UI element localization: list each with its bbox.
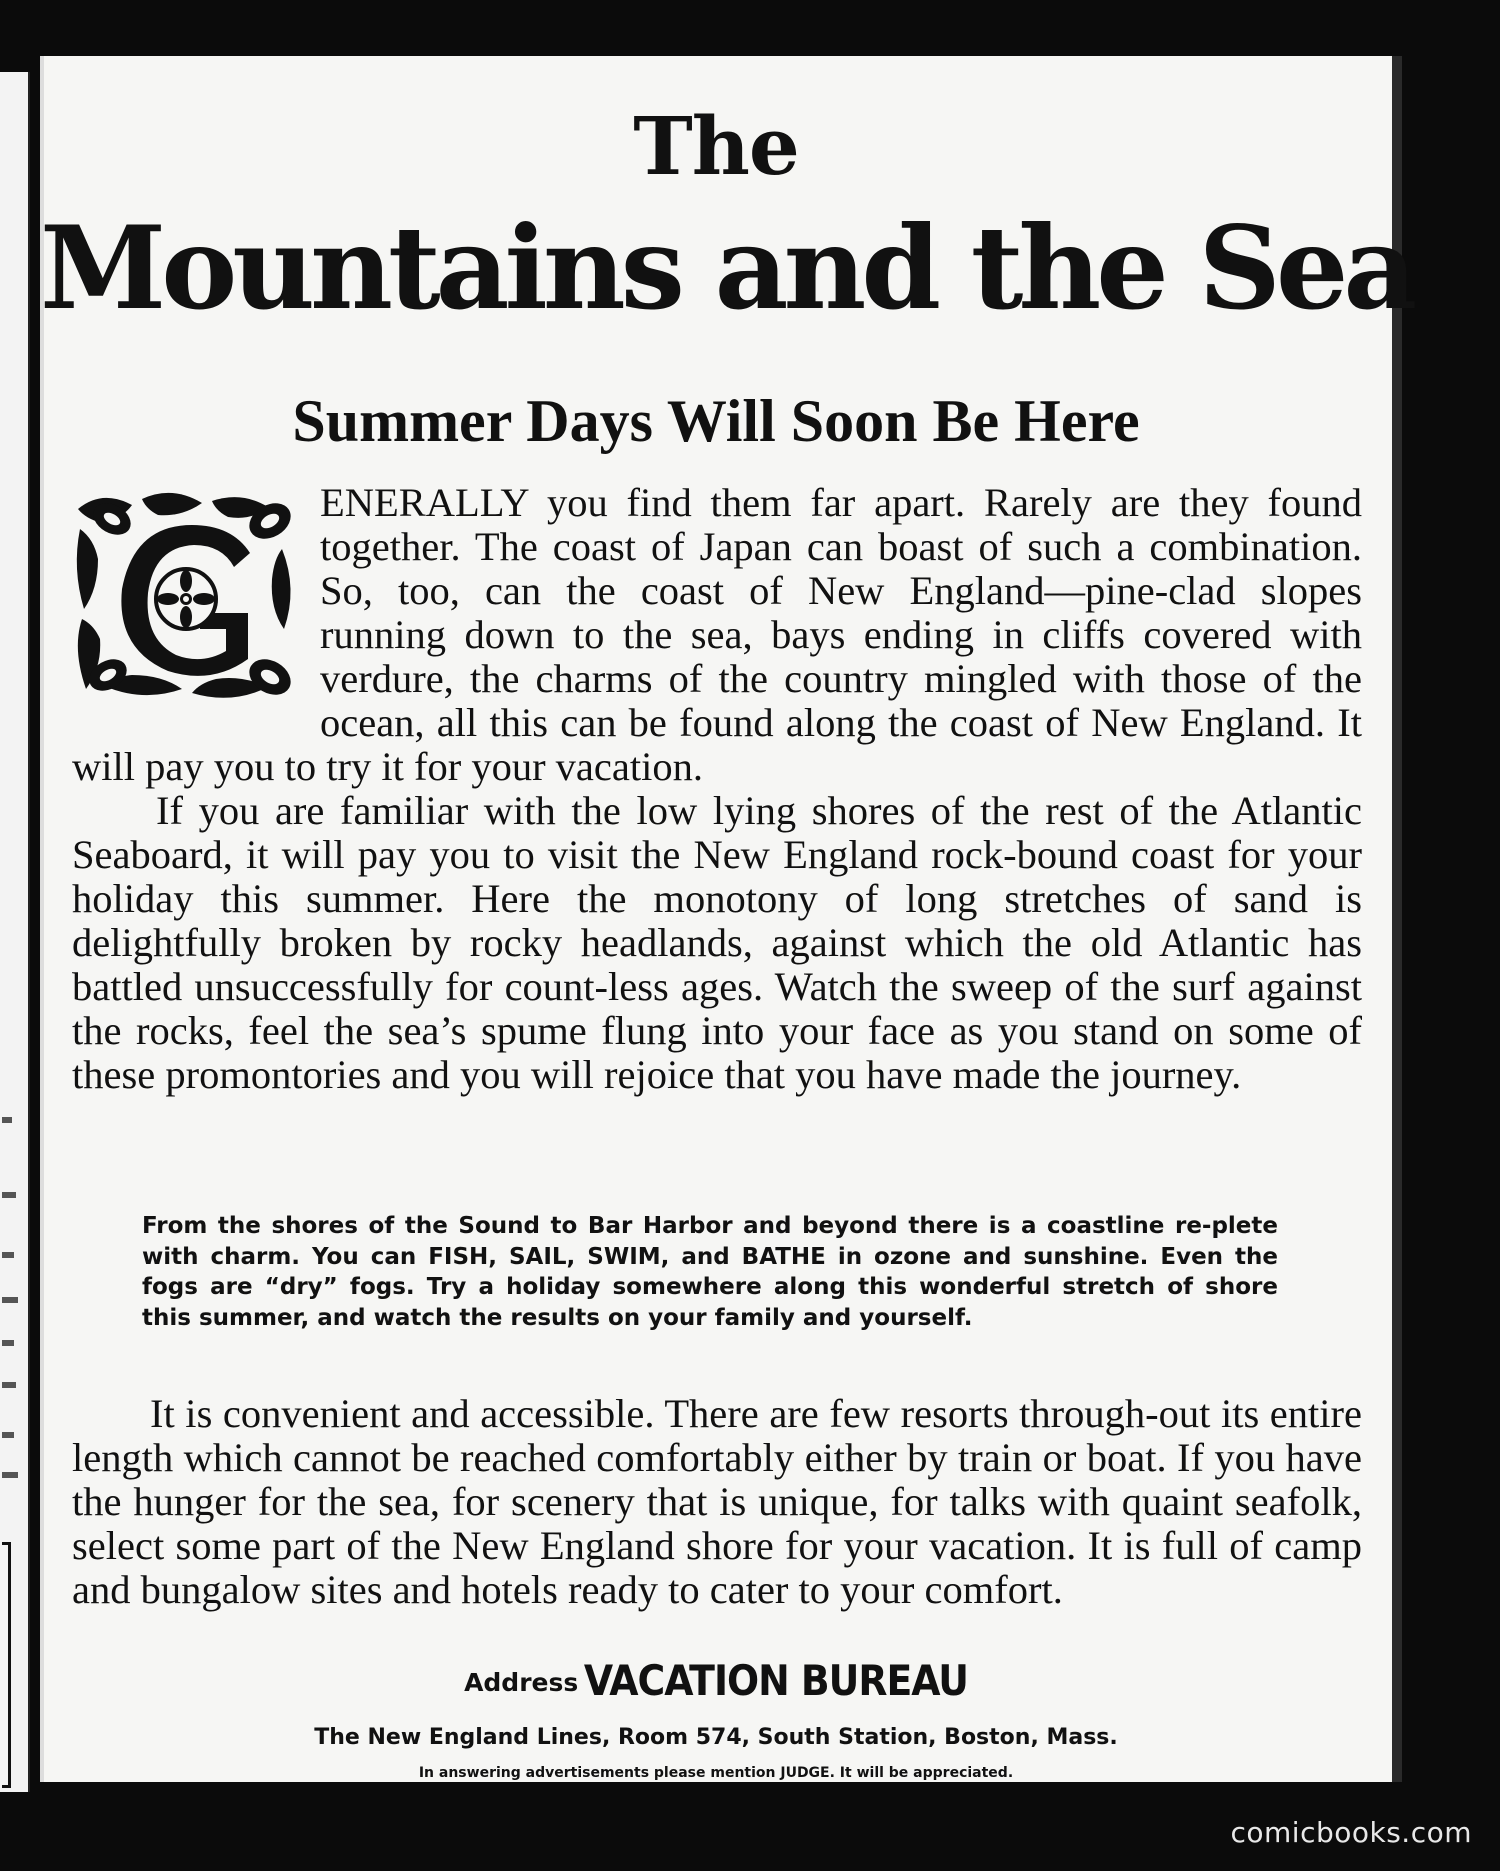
advertisement-page bbox=[40, 56, 1413, 1782]
judge-note: In answering advertisements please mention JUDGE. It will be appreciated. bbox=[418, 1765, 1014, 1781]
subtitle: Summer Days Will Soon Be Here bbox=[292, 388, 1140, 454]
bureau-name: VACATION BUREAU bbox=[583, 1656, 968, 1705]
left-page-fragment bbox=[2, 1382, 16, 1388]
paragraph-3: It is convenient and accessible. There are few resorts through-out its entire length which cannot be reached comfortably either by train or boat. If you have the hunger for the sea, for scenery that is unique, for talks with quaint seafolk, select some part of the New England shore for your vacation. It is full of camp and bungalow sites and hotels ready to cater to your comfort. bbox=[72, 1391, 1362, 1612]
page-title: Mountains and the Sea bbox=[40, 201, 1413, 335]
left-page-fragment bbox=[2, 1297, 18, 1303]
title-the: The bbox=[633, 99, 799, 193]
left-page-fragment bbox=[2, 1192, 16, 1198]
left-page-fragment bbox=[2, 1117, 12, 1123]
left-page-bracket bbox=[2, 1542, 11, 1788]
left-page-fragment bbox=[2, 1432, 14, 1438]
address-label: Address bbox=[464, 1668, 579, 1697]
watermark: comicbooks.com bbox=[1230, 1816, 1472, 1849]
left-page-fragment bbox=[2, 1340, 14, 1346]
address-line bbox=[40, 1656, 1392, 1705]
ornamental-dropcap-g-icon bbox=[72, 489, 308, 707]
paragraph-1: ENERALLY you find them far apart. Rarely are they found together. The coast of Japan can boast of such a combination. So, too, can the coast of New England—pine-clad slopes running down to the sea, bays ending in cliffs covered with verdure, the charms of the country mingled with those of the ocean, all this can be found along the coast of New England. It will pay you to try it for your vacation. bbox=[72, 480, 1362, 789]
paragraph-2: If you are familiar with the low lying shores of the rest of the Atlantic Seaboard, it will pay you to visit the New England rock-bound coast for your holiday this summer. Here the monotony of long stretches of sand is delightfully broken by rocky headlands, against which the old Atlantic has battled unsuccessfully for count-less ages. Watch the sweep of the surf against the rocks, feel the sea’s spume flung into your face as you stand on some of these promontories and you will rejoice that you have made the journey. bbox=[72, 788, 1362, 1097]
lines-address: The New England Lines, Room 574, South Station, Boston, Mass. bbox=[314, 1725, 1118, 1750]
body-text-continued bbox=[72, 1392, 1362, 1612]
left-page-sliver bbox=[0, 72, 30, 1792]
body-text bbox=[72, 481, 1362, 1097]
left-page-fragment bbox=[2, 1252, 14, 1258]
left-page-fragment bbox=[2, 1472, 18, 1478]
highlight-paragraph: From the shores of the Sound to Bar Harbor and beyond there is a coastline re-plete with charm. You can FISH, SAIL, SWIM, and BATHE in ozone and sunshine. Even the fogs are “dry” fogs. Try a holiday somewhere along this wonderful stretch of shore this summer, and watch the results on your family and yourself. bbox=[142, 1213, 1278, 1331]
